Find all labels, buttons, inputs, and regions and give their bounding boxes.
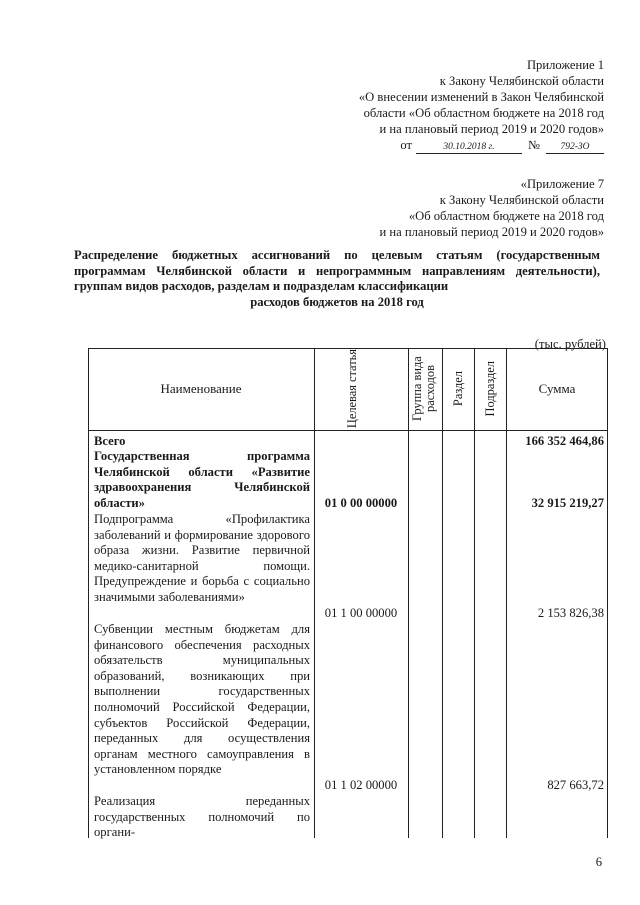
header-section: Раздел — [450, 371, 465, 407]
law-date: 30.10.2018 г. — [416, 141, 522, 154]
annex-1-law-name-3: и на плановый период 2019 и 2020 годов» — [379, 122, 604, 136]
annex-7-law-ref: к Закону Челябинской области — [439, 193, 604, 207]
annex-1-law-ref: к Закону Челябинской области — [439, 74, 604, 88]
row-program-name: Государственная программа Челябинской области «Развитие здравоохранения Челябинской области» — [94, 449, 310, 510]
row-total-name: Всего — [94, 434, 126, 448]
annex-7-title: «Приложение 7 — [520, 177, 604, 191]
header-expense-group: Группа вида расходов — [410, 356, 437, 422]
from-label: от — [400, 138, 412, 152]
annex-1-law-name-2: области «Об областном бюджете на 2018 год — [363, 106, 604, 120]
document-title-main: Распределение бюджетных ассигнований по целевым статьям (государственным программам Челябинской области и непрограммным направлениям деятельности), группам видов расходов, разделам и подразделам классификации — [74, 248, 600, 293]
header-name: Наименование — [160, 381, 242, 396]
row-subventions-code: 01 1 02 00000 — [324, 778, 398, 792]
row-program-code: 01 0 00 00000 — [324, 496, 398, 510]
annex-7-law-name-1: «Об областном бюджете на 2018 год — [408, 209, 604, 223]
header-sum: Сумма — [538, 381, 576, 396]
budget-table — [88, 348, 608, 838]
header-subsection-cell — [474, 348, 506, 430]
annex-1-header — [359, 57, 604, 154]
row-program-sum: 32 915 219,27 — [531, 496, 604, 510]
row-continuation-name: Реализация переданных государственных полномочий по органи- — [94, 794, 310, 840]
law-number: 792-ЗО — [546, 141, 604, 154]
table-header-divider — [88, 430, 608, 431]
row-subventions-sum: 827 663,72 — [547, 778, 604, 792]
header-subsection: Подраздел — [482, 361, 497, 417]
header-section-cell — [442, 348, 474, 430]
document-title-last-line: расходов бюджетов на 2018 год — [250, 294, 424, 309]
header-target-cell — [314, 348, 408, 430]
row-subprogram-name: Подпрограмма «Профилактика заболеваний и формирование здорового образа жизни. Развитие первичной медико-санитарной помощи. Предупреждение и борьба с социально значимыми заболеваниями» — [94, 512, 310, 604]
law-date-number-row — [359, 137, 604, 154]
units-label: (тыс. рублей) — [534, 337, 606, 351]
row-subventions-name: Субвенции местным бюджетам для финансового обеспечения расходных обязательств муниципальных образований, возникающих при выполнении государственных полномочий Российской Федерации, субъектов Российской Федерации, переданных для осуществления органам местного самоуправления в установленном порядке — [94, 622, 310, 777]
annex-1-law-name-1: «О внесении изменений в Закон Челябинской — [358, 90, 604, 104]
row-subprogram-sum: 2 153 826,38 — [537, 606, 604, 620]
annex-1-title: Приложение 1 — [526, 58, 604, 72]
page-number: 6 — [595, 855, 602, 869]
document-title — [74, 248, 600, 310]
header-target: Целевая статья — [345, 349, 359, 429]
annex-7-header — [380, 176, 604, 240]
number-label: № — [527, 138, 540, 152]
annex-7-law-name-2: и на плановый период 2019 и 2020 годов» — [379, 225, 604, 239]
row-subprogram-code: 01 1 00 00000 — [324, 606, 398, 620]
header-expense-group-cell — [408, 348, 442, 430]
row-total-sum: 166 352 464,86 — [525, 434, 604, 448]
